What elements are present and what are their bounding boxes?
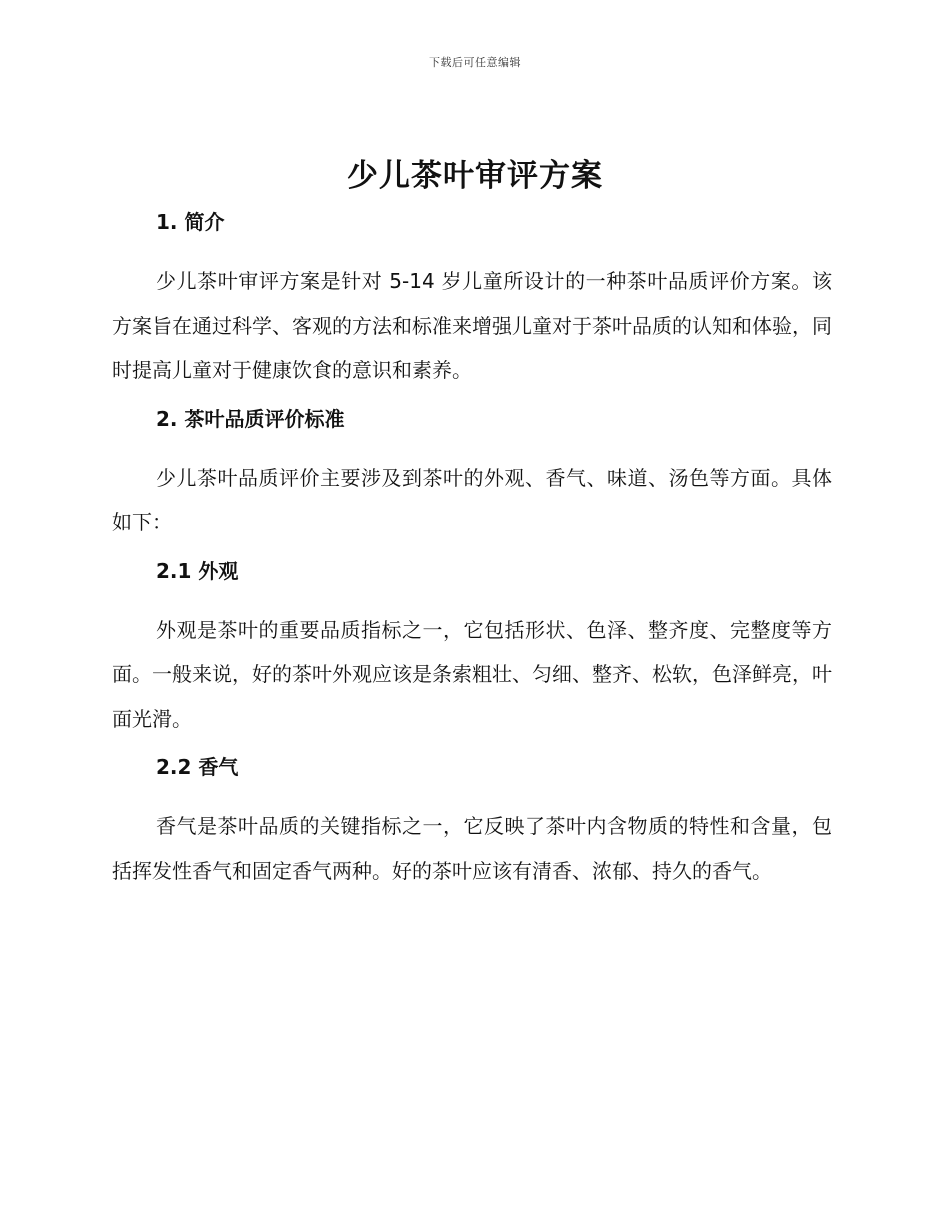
section-body-aroma: 香气是茶叶品质的关键指标之一，它反映了茶叶内含物质的特性和含量，包括挥发性香气和固定香气两种。好的茶叶应该有清香、浓郁、持久的香气。 — [112, 814, 832, 883]
section-body-standards: 少儿茶叶品质评价主要涉及到茶叶的外观、香气、味道、汤色等方面。具体如下： — [112, 465, 832, 534]
section-body-intro: 少儿茶叶审评方案是针对 5-14 岁儿童所设计的一种茶叶品质评价方案。该方案旨在通过科学、客观的方法和标准来增强儿童对于茶叶品质的认知和体验，同时提高儿童对于健康饮食的意识和素养。 — [112, 269, 832, 382]
section-heading-aroma: 2.2 香气 — [156, 755, 239, 779]
section-body-appearance: 外观是茶叶的重要品质指标之一，它包括形状、色泽、整齐度、完整度等方面。一般来说，好的茶叶外观应该是条索粗壮、匀细、整齐、松软，色泽鲜亮，叶面光滑。 — [112, 617, 832, 731]
section-heading-standards: 2. 茶叶品质评价标准 — [156, 406, 345, 431]
section-heading-intro: 1. 简介 — [156, 210, 225, 234]
document-body — [112, 204, 832, 893]
document-title: 少儿茶叶审评方案 — [347, 158, 603, 194]
section-heading-appearance: 2.1 外观 — [156, 558, 239, 583]
page-header-note: 下载后可任意编辑 — [429, 56, 521, 69]
